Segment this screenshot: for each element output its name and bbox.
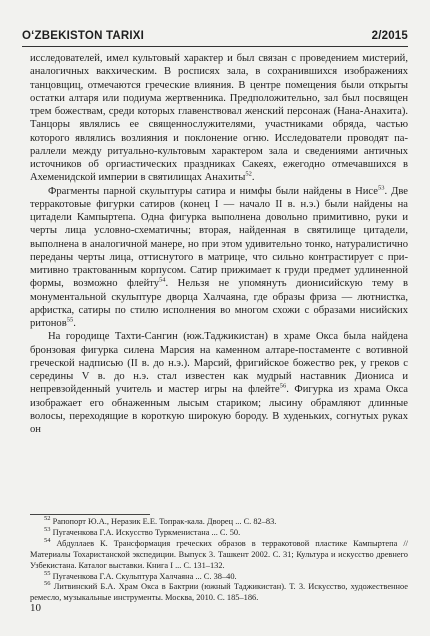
footnote: $^{56}$ Литвинский Б.А. Храм Окса в Бактрии (южный Таджикистан). Т. 3. Искусство, художественное ремесло, музыкальные инструменты. Москва, 2010. С. 185–186. <box>30 580 409 603</box>
issue-number: 2/2015 <box>371 30 408 42</box>
footnote-ref: 53 <box>377 183 385 191</box>
footnote: $^{55}$ Пугаченкова Г.А. Скульптура Халчаяна ... С. 38–40. <box>44 569 237 581</box>
footnote-ref: 56 <box>279 382 287 390</box>
paragraph-1: исследователей, имел культовый характер и был связан с проведением мистерий, аналогичных вакхическим. В росписях зала, в сохранившихся изображениях танцовщиц, отмечаются греческие влияния. В центре помещения были открыты остатки алтаря или подиума жертвенника. Предположительно, зал был посвящен трем божествам, среди которых главенствовал женский персонаж (Нана-Анахита). Танцоры являлись ее священнослужителями, участниками обряда, частью которого являлись возлияния и поклонение огню. Исследователи проводят параллели между ритуально-культовым характером зала и сведениями античных источников об оргиастических праздниках Сакеях, ежегодно отмечавшихся в Ахеменидской империи в святилищах Анахиты$^{52}$. <box>30 53 408 184</box>
page-number: 10 <box>30 602 41 614</box>
footnote-ref: 54 <box>159 276 166 284</box>
paragraph-3: На городище Тахти-Сангин (юж.Таджикистан) в храме Окса была найдена бронзовая фигурка силена Марсия на каменном алтаре-постаменте с вотивной греческой надписью (II в. до н.э.). Марсий, фригийское божество рек, у греков с середины V в. до н.э. стал известен как мудрый наставник Диониса и непревзойденный учитель и мастер игры на флейте$^{56}$. Фигурка из храма Окса изображает его обнаженным лысым стариком; лысину обрамляют длинные волосы, переходящие в короткую широкую бороду. В худеньких, согнутых руках он <box>30 331 408 435</box>
main-text <box>30 52 408 436</box>
footnote-ref: 55 <box>66 316 74 324</box>
footnote: $^{53}$ Пугаченкова Г.А. Искусство Туркменистана ... С. 50. <box>44 526 241 537</box>
footnotes <box>30 517 408 604</box>
footnote-ref: 52 <box>245 170 252 178</box>
header-rule <box>22 46 408 47</box>
footnote: $^{52}$ Рапопорт Ю.А., Неразик Е.Е. Топрак-кала. Дворец ... С. 82–83. <box>44 515 277 526</box>
running-header <box>22 30 408 46</box>
footnote: $^{54}$ Абдуллаев К. Трансформация греческих образов в терракотовой пластике Кампыртепа // Материалы Тохаристанской экспедиции. Выпуск 3. Ташкент 2002. С. 31; Культура и искусство древнего Узбекистана. Каталог выставки. Книга I ... С. 131–132. <box>30 537 408 570</box>
journal-title: O‘ZBEKISTON TARIXI <box>22 30 145 42</box>
paragraph-2: Фрагменты парной скульптуры сатира и нимфы были найдены в Нисе$^{53}$. Две терракотовые фигурки сатиров (конец I — начало II в. н.э.) были найдены на цитадели Кампыртепа. Одна фигурка выполнена довольно примитивно, руки и черты лица условно-схематичны; вторая, найденная в святилище цитадели, выполнена в аналогичной манере, но при этом удивительно тонко, натуралистично переданы черты лица, оттиснутого в матрице, что сильно контрастирует с примитивно трактованным корпусом. Сатир прижимает к груди предмет удлиненной формы, возможно флейту$^{54}$. Нельзя не упомянуть дионисийскую тему в монументальной скульптуре дворца Халчаяна, где образы фриза — лютнистка, арфистка, сатиры по стилю исполнения во многом схожи с образами нисийских ритонов$^{55}$. <box>30 183 408 329</box>
